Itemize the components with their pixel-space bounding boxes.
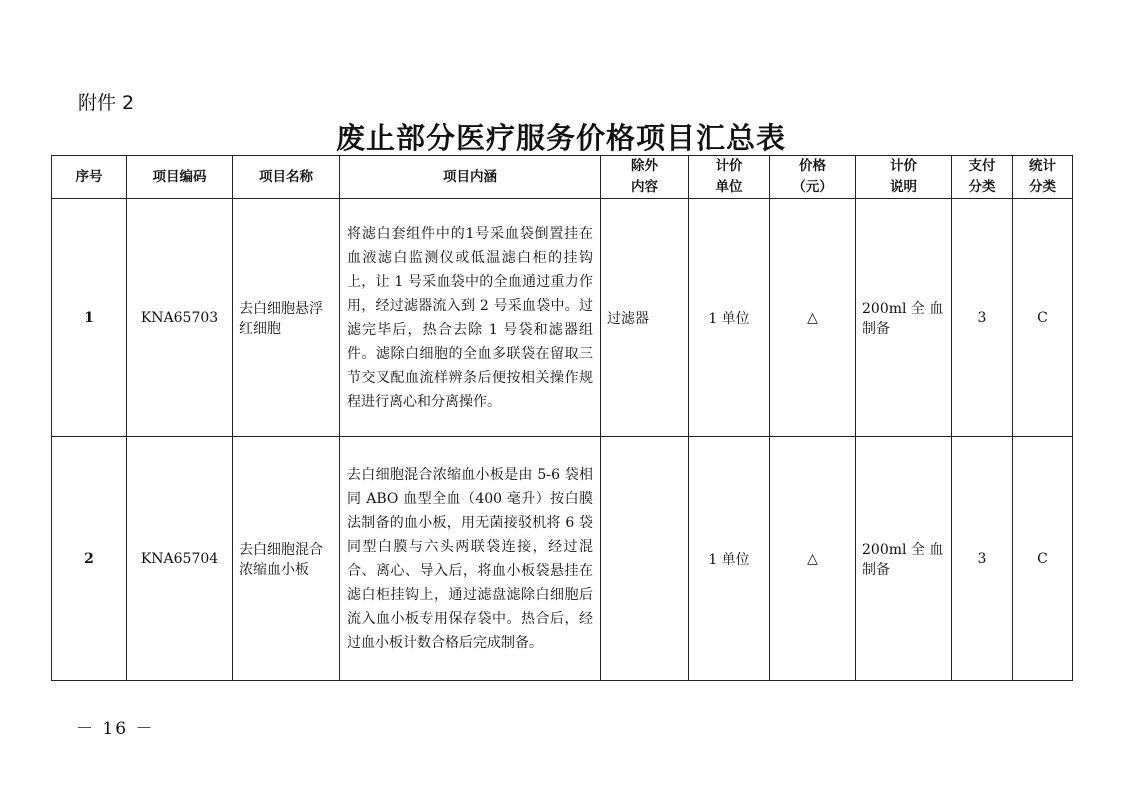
cell-content: 去白细胞混合浓缩血小板是由 5-6 袋相同 ABO 血型全血（400 毫升）按白膜法制备的血小板，用无菌接驳机将 6 袋同型白膜与六头两联袋连接，经过混合、离心、导入后，将血小板袋悬挂在滤白柜挂钩上，通过滤盘滤除白细胞后流入血小板专用保存袋中。热合后，经过血小板计数合格后完成制备。	[340, 437, 601, 681]
header-code: 项目编码	[127, 156, 233, 199]
table-header-row	[52, 156, 1073, 199]
cell-pay-category: 3	[952, 199, 1013, 437]
cell-price: △	[770, 199, 856, 437]
header-price: 价格 （元）	[770, 156, 856, 199]
cell-seq: 1	[52, 199, 127, 437]
cell-name: 去白细胞悬浮红细胞	[233, 199, 340, 437]
cell-note: 200ml 全 血制备	[856, 437, 952, 681]
cell-stat-category: C	[1013, 437, 1073, 681]
header-note: 计价 说明	[856, 156, 952, 199]
table-row	[52, 437, 1073, 681]
cell-unit: 1 单位	[689, 437, 770, 681]
cell-name: 去白细胞混合浓缩血小板	[233, 437, 340, 681]
cell-content: 将滤白套组件中的1号采血袋倒置挂在血液滤白监测仪或低温滤白柜的挂钩上，让 1 号采血袋中的全血通过重力作用，经过滤器流入到 2 号采血袋中。过滤完毕后，热合去除 1 号袋和滤器组件。滤除白细胞的全血多联袋在留取三节交叉配血流样辨条后便按相关操作规程进行离心和分离操作。	[340, 199, 601, 437]
cell-excluded: 过滤器	[601, 199, 689, 437]
table-row	[52, 199, 1073, 437]
price-items-table	[51, 155, 1073, 681]
cell-unit: 1 单位	[689, 199, 770, 437]
header-stat-category: 统计 分类	[1013, 156, 1073, 199]
cell-note: 200ml 全 血制备	[856, 199, 952, 437]
header-pay-category: 支付 分类	[952, 156, 1013, 199]
attachment-label: 附件 2	[78, 92, 135, 114]
header-seq: 序号	[52, 156, 127, 199]
cell-pay-category: 3	[952, 437, 1013, 681]
cell-seq: 2	[52, 437, 127, 681]
header-unit: 计价 单位	[689, 156, 770, 199]
cell-code: KNA65704	[127, 437, 233, 681]
cell-stat-category: C	[1013, 199, 1073, 437]
page-title: 废止部分医疗服务价格项目汇总表	[335, 121, 786, 155]
cell-excluded	[601, 437, 689, 681]
header-excluded: 除外 内容	[601, 156, 689, 199]
header-name: 项目名称	[233, 156, 340, 199]
cell-price: △	[770, 437, 856, 681]
page-number: － 16 －	[76, 719, 155, 739]
cell-code: KNA65703	[127, 199, 233, 437]
header-content: 项目内涵	[340, 156, 601, 199]
